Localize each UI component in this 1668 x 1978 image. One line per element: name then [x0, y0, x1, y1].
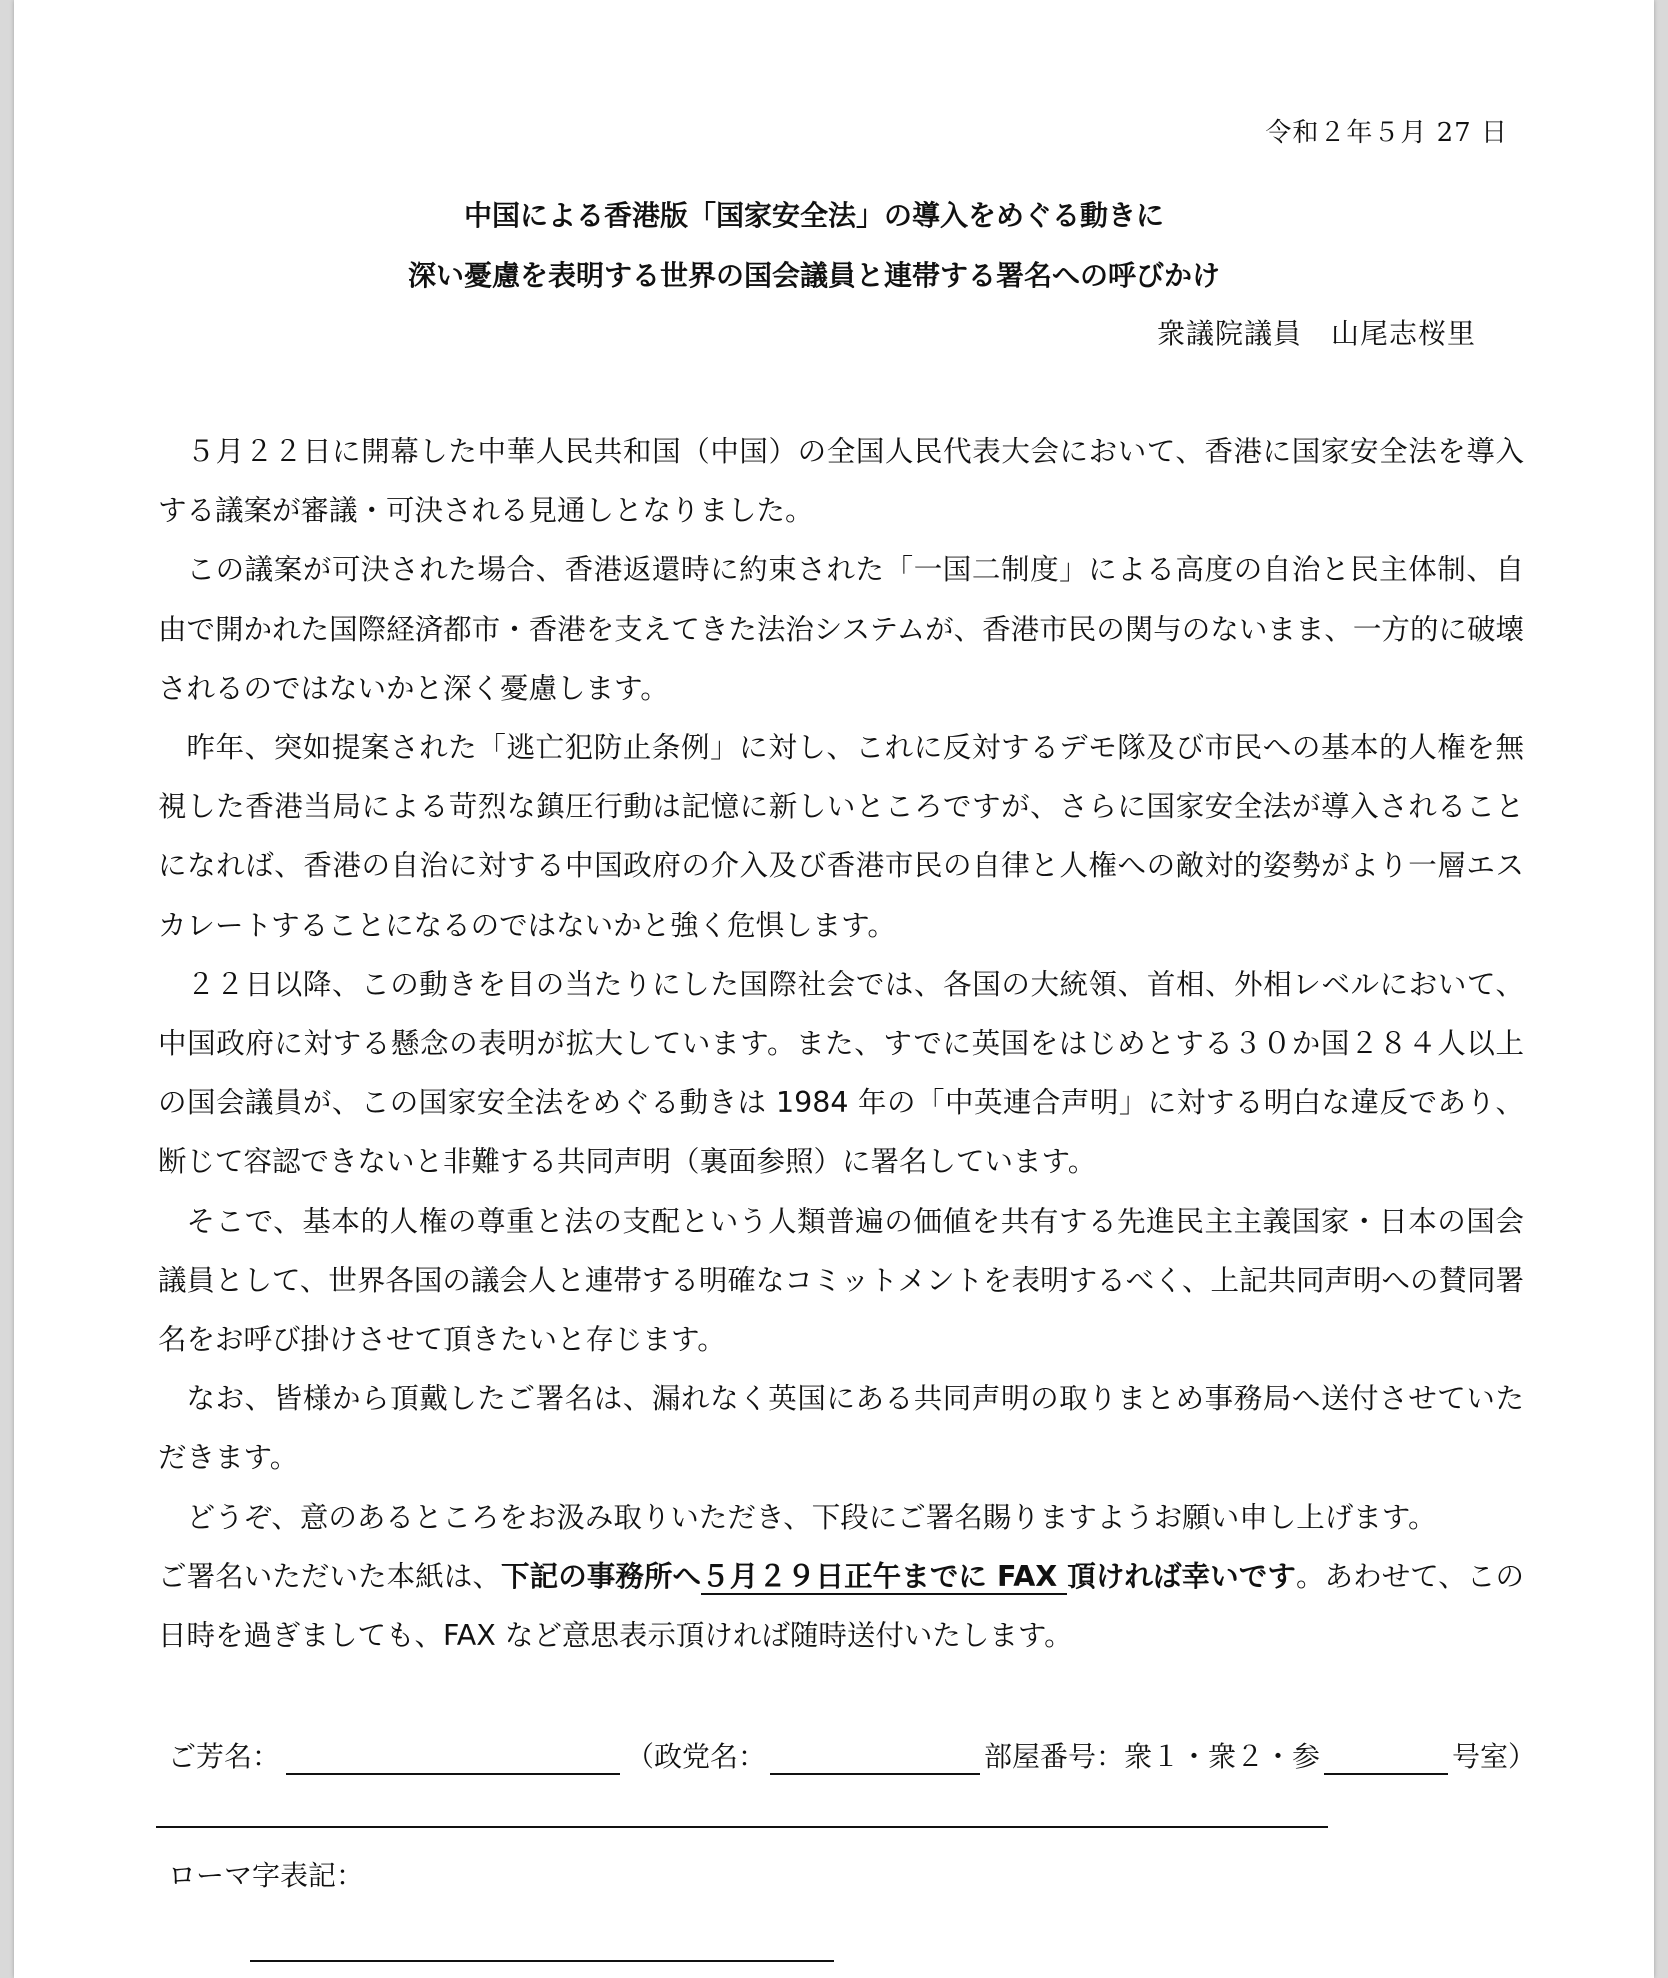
paragraph-7: どうぞ、意のあるところをお汲み取りいただき、下段にご署名賜りますようお願い申し上げます。 — [186, 1500, 1437, 1534]
document-page — [14, 0, 1654, 1978]
romaji-field[interactable] — [250, 1960, 834, 1962]
signature-line[interactable] — [156, 1826, 1328, 1828]
name-label: ご芳名： — [168, 1740, 281, 1773]
title-line-1: 中国による香港版「国家安全法」の導入をめぐる動きに — [463, 199, 1164, 232]
romaji-label: ローマ字表記： — [168, 1859, 365, 1892]
party-label: （政党名： — [626, 1740, 767, 1773]
document-date: 令和２年５月 27 日 — [1265, 118, 1508, 148]
title-line-2: 深い憂慮を表明する世界の国会議員と連帯する署名への呼びかけ — [407, 259, 1220, 292]
paragraph-5: そこで、基本的人権の尊重と法の支配という人類普遍の価値を共有する先進民主主義国家・日本の国会議員として、世界各国の議会人と連帯する明確なコミットメントを表明するべく、上記共同声明への賛同署名をお呼び掛けさせて頂きたいと存じます。 — [158, 1204, 1525, 1357]
paragraph-1: ５月２２日に開幕した中華人民共和国（中国）の全国人民代表大会において、香港に国家安全法を導入する議案が審議・可決される見通しとなりました。 — [158, 435, 1524, 528]
name-field[interactable] — [286, 1743, 620, 1775]
paragraph-2: この議案が可決された場合、香港返還時に約束された「一国二制度」による高度の自治と民主体制、自由で開かれた国際経済都市・香港を支えてきた法治システムが、香港市民の関与のないまま、一方的に破壊されるのではないかと深く憂慮します。 — [158, 553, 1524, 705]
paragraph-8-request: 頂ければ幸いです — [1067, 1559, 1296, 1593]
paragraph-8 — [158, 1547, 1524, 1665]
paragraph-8-intro: ご署名いただいた本紙は、 — [158, 1559, 502, 1593]
paragraph-6: なお、皆様から頂戴したご署名は、漏れなく英国にある共同声明の取りまとめ事務局へ送付させていただきます。 — [158, 1382, 1524, 1475]
paragraph-3: 昨年、突如提案された「逃亡犯防止条例」に対し、これに反対するデモ隊及び市民への基本的人権を無視した香港当局による苛烈な鎮圧行動は記憶に新しいところですが、さらに国家安全法が導入されることになれば、香港の自治に対する中国政府の介入及び香港市民の自律と人権への敵対的姿勢がより一層エスカレートすることになるのではないかと強く危惧します。 — [158, 731, 1524, 942]
deadline-underlined: ５月２９日正午までに FAX — [701, 1559, 1068, 1593]
paragraph-8-office: 下記の事務所へ — [501, 1559, 702, 1593]
room-field[interactable] — [1324, 1743, 1448, 1775]
signature-form-row — [168, 1735, 1536, 1775]
document-body — [158, 422, 1524, 1665]
paragraph-8-closing: 。あわせて、この日時を過ぎましても、FAX など意思表示頂ければ随時送付いたします。 — [158, 1559, 1524, 1653]
paragraph-4: ２２日以降、この動きを目の当たりにした国際社会では、各国の大統領、首相、外相レベルにおいて、中国政府に対する懸念の表明が拡大しています。また、すでに英国をはじめとする３０か国２８４人以上の国会議員が、この国家安全法をめぐる動きは 1984 年の「中英連合声明」に対する明白な違反であり、断じて容認できないと非難する共同声明（裏面参照）に署名しています。 — [158, 967, 1524, 1179]
party-field[interactable] — [770, 1743, 980, 1775]
author-signature: 衆議院議員 山尾志桜里 — [1156, 317, 1476, 350]
room-label: 部屋番号：衆１・衆２・参 — [984, 1740, 1321, 1773]
room-suffix: 号室） — [1452, 1740, 1537, 1773]
